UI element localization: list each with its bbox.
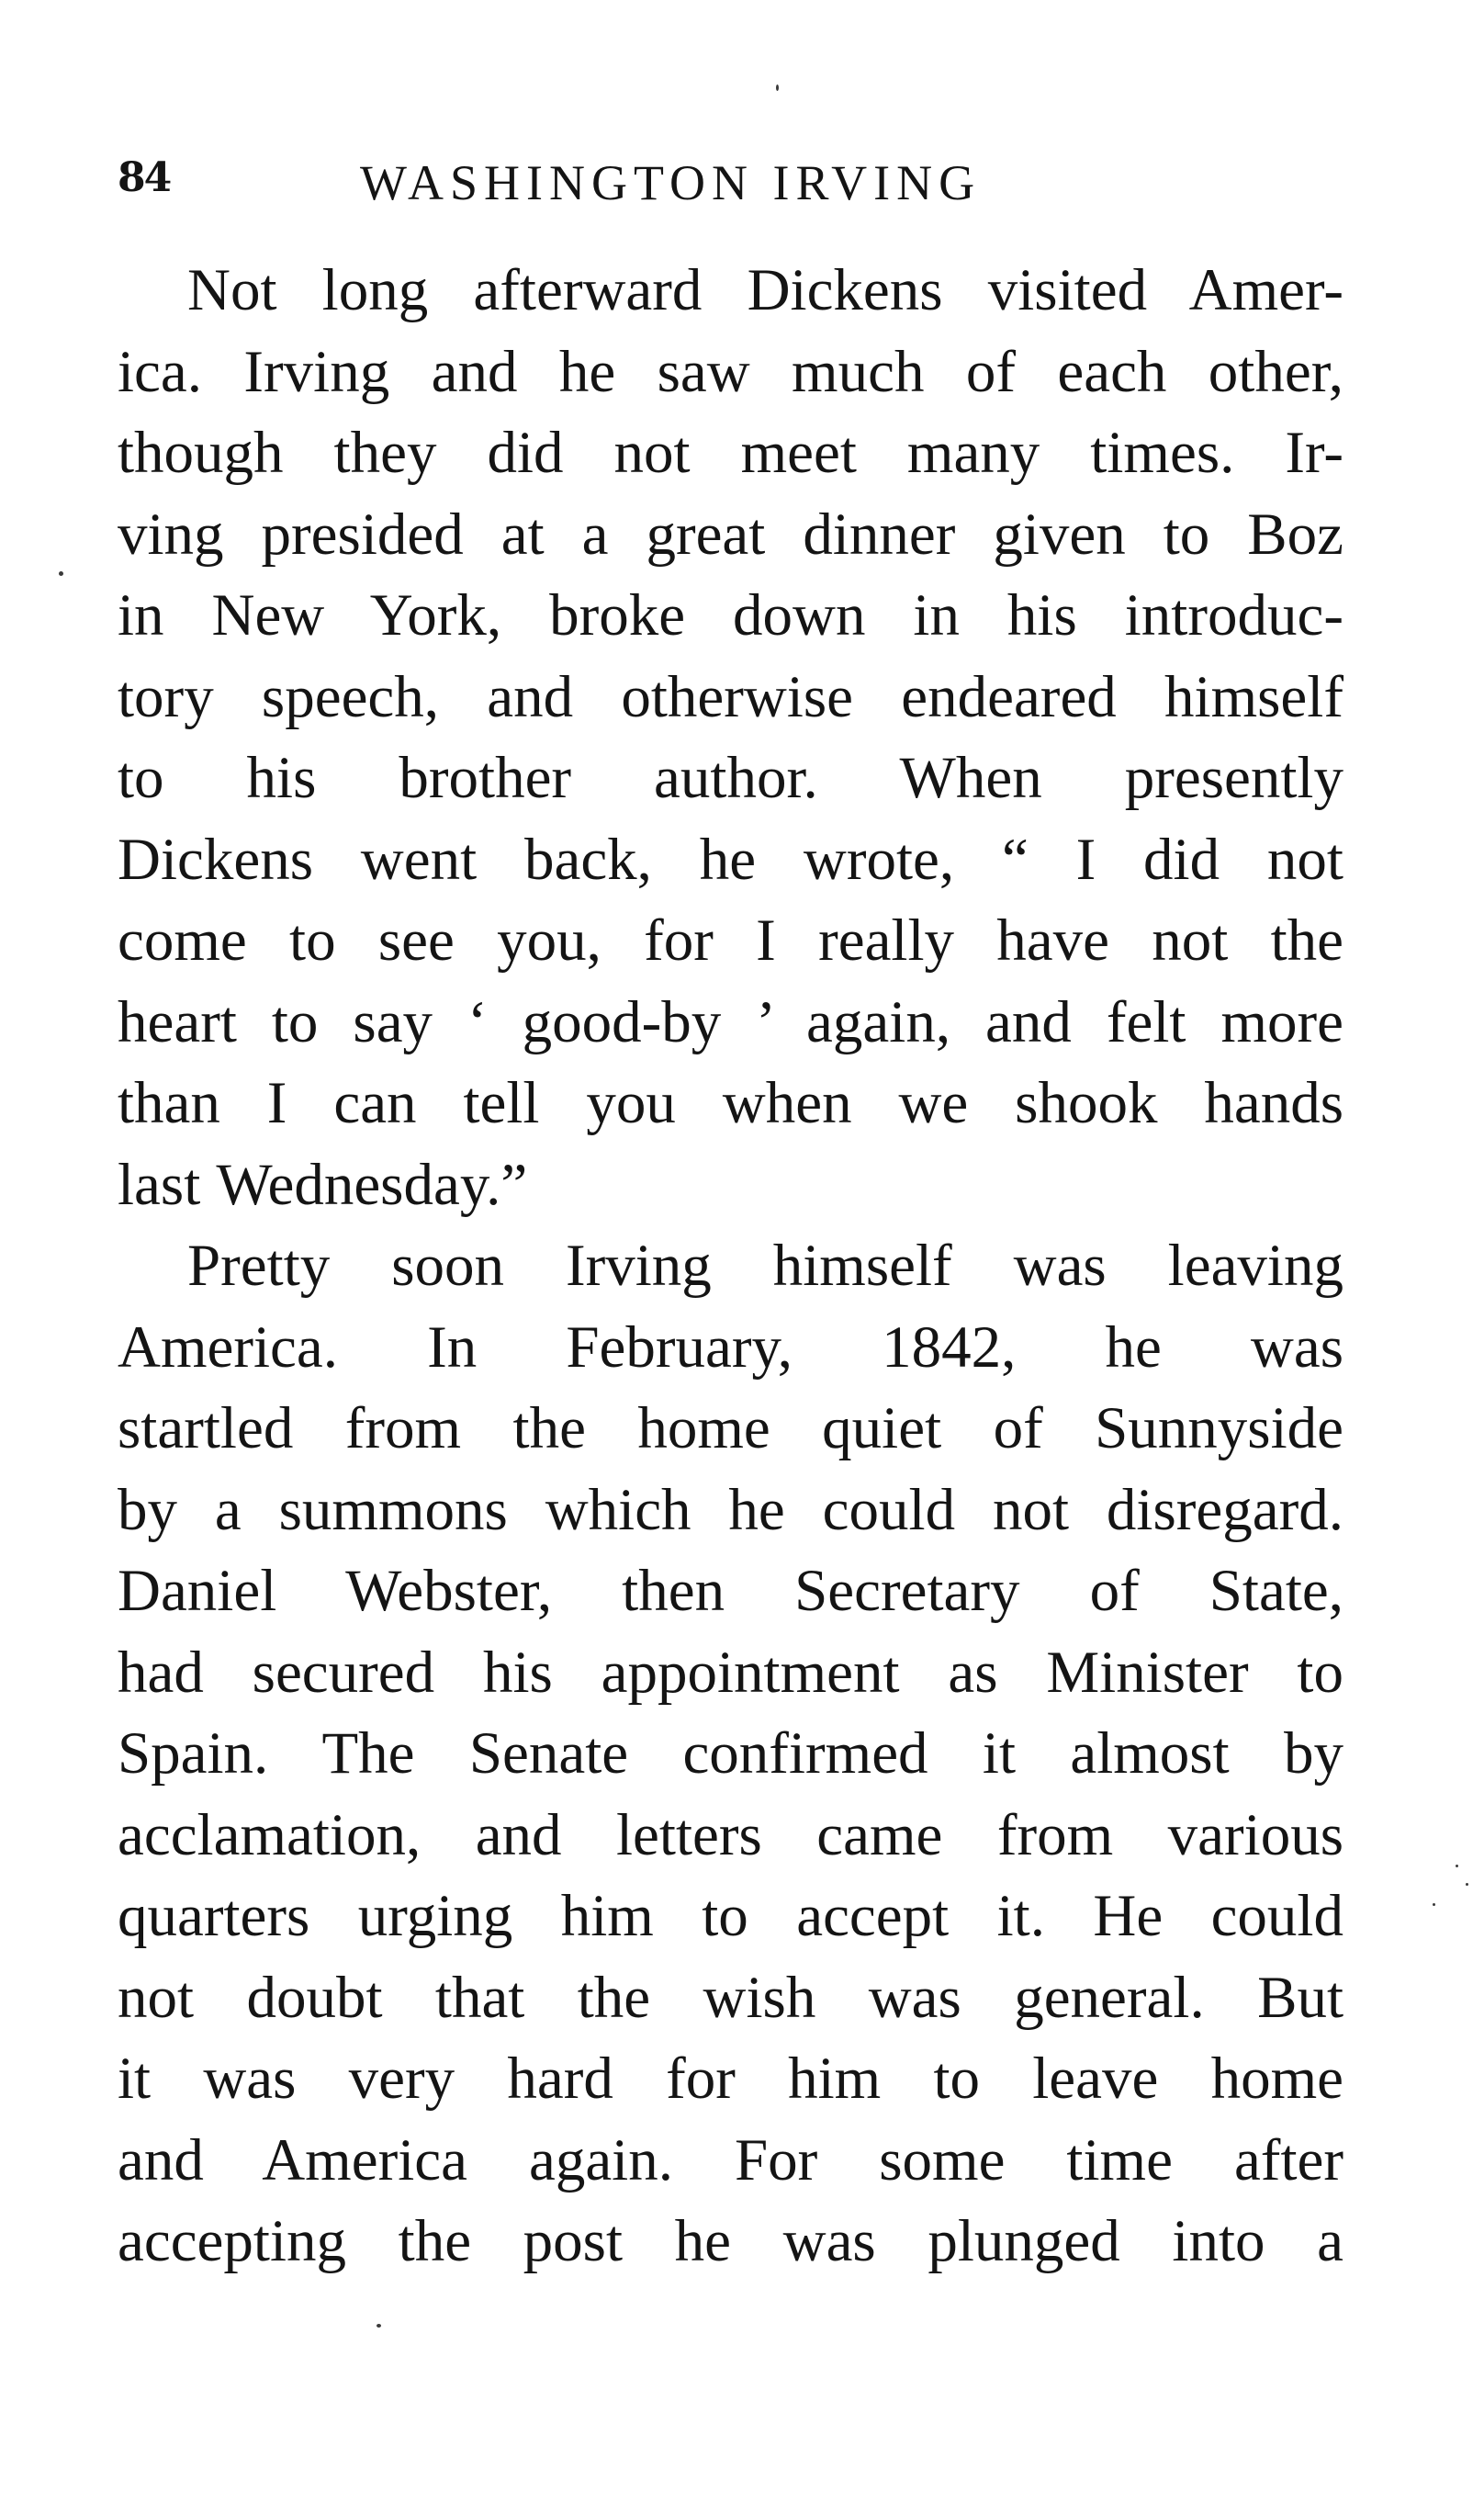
text-line: Spain. The Senate confirmed it almost by [118,1720,1343,1787]
text-line: accepting the post he was plunged into a [118,2208,1343,2274]
text-line: quarters urging him to accept it. He could [118,1883,1343,1949]
text-line: last Wednesday.” [118,1151,528,1218]
text-line: acclamation, and letters came from various [118,1801,1343,1868]
paper-speck [776,85,779,91]
paper-speck [1433,1903,1435,1906]
text-line: come to see you, for I really have not the [118,908,1343,974]
text-line: though they did not meet many times. Ir- [118,420,1343,486]
page-number: 84 [118,154,171,201]
text-line: ving presided at a great dinner given to Boz [118,501,1343,568]
running-head [118,147,1343,220]
text-line: and America again. For some time after [118,2126,1343,2193]
text-line: to his brother author. When presently [118,745,1343,811]
text-line: Pretty soon Irving himself was leaving [187,1233,1343,1299]
running-title: WASHINGTON IRVING [360,155,982,210]
text-line: ica. Irving and he saw much of each other, [118,338,1343,405]
paragraph-2 [118,1225,1343,2283]
text-line: not doubt that the wish was general. But [118,1964,1343,2031]
text-line: Not long afterward Dickens visited Amer- [187,257,1343,323]
body-text [118,250,1343,2283]
paragraph-1 [118,250,1343,1225]
text-line: by a summons which he could not disregard. [118,1476,1343,1543]
paper-speck [59,571,63,576]
text-line: tory speech, and otherwise endeared himself [118,663,1343,730]
text-line: Daniel Webster, then Secretary of State, [118,1558,1343,1624]
text-line: America. In February, 1842, he was [118,1313,1343,1381]
text-line: it was very hard for him to leave home [118,2046,1343,2112]
paper-speck [1466,1883,1468,1886]
text-line: than I can tell you when we shook hands [118,1070,1343,1136]
paper-speck [1456,1865,1458,1867]
text-line: heart to say ‘ good-by ’ again, and felt more [118,988,1343,1055]
paper-speck [377,2324,381,2328]
text-line: had secured his appointment as Minister to [118,1639,1343,1706]
text-line: in New York, broke down in his introduc- [118,582,1343,648]
text-line: startled from the home quiet of Sunnyside [118,1395,1343,1461]
text-line: Dickens went back, he wrote, “ I did not [118,826,1343,893]
